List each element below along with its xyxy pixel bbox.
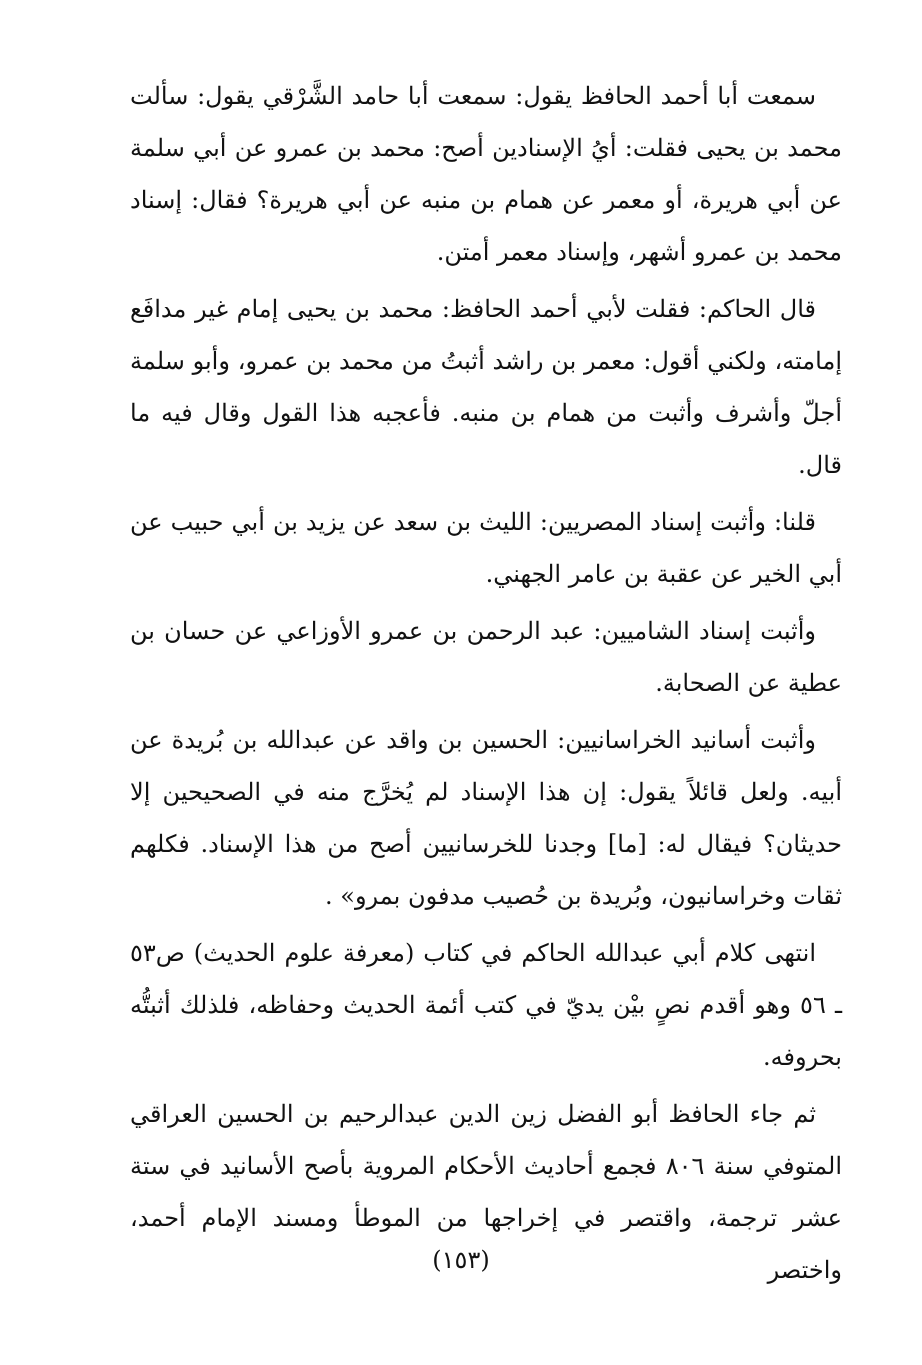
paragraph: انتهى كلام أبي عبدالله الحاكم في كتاب (معرفة علوم الحديث) ص٥٣ ـ ٥٦ وهو أقدم نصٍ بيْن يديّ في كتب أئمة الحديث وحفاظه، فلذلك أثبتُّه بحروفه. xyxy=(130,939,842,1071)
paragraph: سمعت أبا أحمد الحافظ يقول: سمعت أبا حامد الشَّرْقي يقول: سألت محمد بن يحيى فقلت: أيُ الإسنادين أصح: محمد بن عمرو عن أبي سلمة عن أبي هريرة، أو معمر عن همام بن منبه عن أبي هريرة؟ فقال: إسناد محمد بن عمرو أشهر، وإسناد معمر أمتن. xyxy=(130,82,842,266)
paragraph: قال الحاكم: فقلت لأبي أحمد الحافظ: محمد بن يحيى إمام غير مدافَع إمامته، ولكني أقول: معمر بن راشد أثبتُ من محمد بن عمرو، وأبو سلمة أجلّ وأشرف وأثبت من همام بن منبه. فأعجبه هذا القول وقال فيه ما قال. xyxy=(130,295,842,479)
paragraph: قلنا: وأثبت إسناد المصريين: الليث بن سعد عن يزيد بن أبي حبيب عن أبي الخير عن عقبة بن عامر الجهني. xyxy=(130,508,842,588)
page-number: (١٥٣) xyxy=(432,1246,490,1274)
paragraph: وأثبت أسانيد الخراسانيين: الحسين بن واقد عن عبدالله بن بُريدة عن أبيه. ولعل قائلاً يقول: إن هذا الإسناد لم يُخرَّج منه في الصحيحين إلا حديثان؟ فيقال له: [ما] وجدنا للخرسانيين أصح من هذا الإسناد. فكلهم ثقات وخراسانيون، وبُريدة بن حُصيب مدفون بمرو» . xyxy=(130,726,842,910)
page-body xyxy=(130,70,842,1301)
paragraph: وأثبت إسناد الشاميين: عبد الرحمن بن عمرو الأوزاعي عن حسان بن عطية عن الصحابة. xyxy=(130,617,842,697)
paragraph: ثم جاء الحافظ أبو الفضل زين الدين عبدالرحيم بن الحسين العراقي المتوفي سنة ٨٠٦ فجمع أحاديث الأحكام المروية بأصح الأسانيد في ستة عشر ترجمة، واقتصر في إخراجها من الموطأ ومسند الإمام أحمد، واختصر xyxy=(130,1100,842,1284)
